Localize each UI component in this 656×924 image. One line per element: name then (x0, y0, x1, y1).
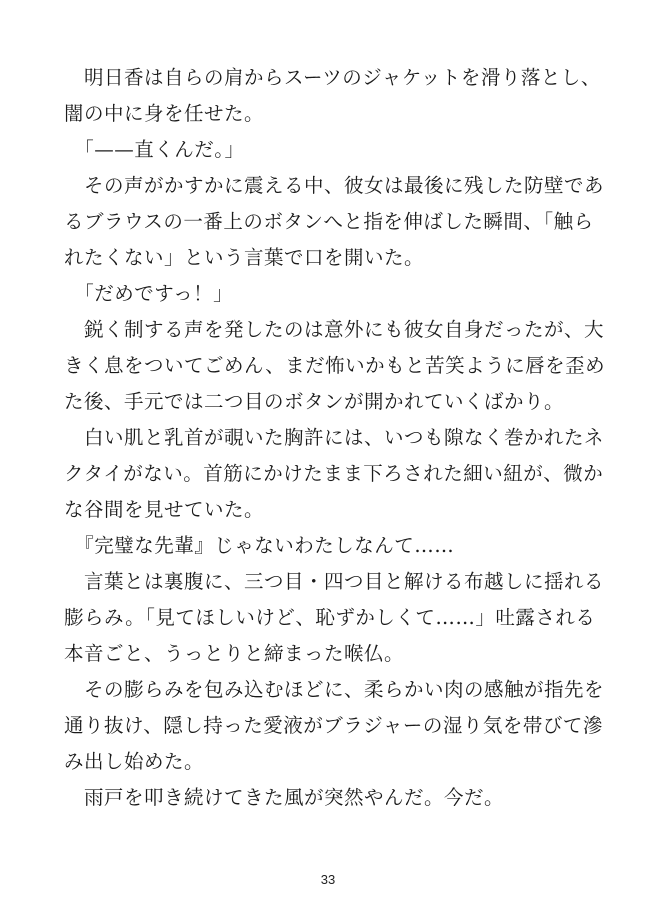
text-line: 白い肌と乳首が覗いた胸許には、いつも隙なく巻かれたネ (64, 426, 605, 449)
text-line: 本音ごと、うっとりと締まった喉仏。 (64, 642, 405, 665)
text-line: み出し始めた。 (64, 750, 205, 773)
text-line: その声がかすかに震える中、彼女は最後に残した防壁であ (64, 174, 605, 197)
text-line: きく息をついてごめん、まだ怖いかもと苦笑ように唇を歪め (64, 354, 606, 377)
text-line: た後、手元では二つ目のボタンが開かれていくばかり。 (64, 390, 565, 413)
text-line: 言葉とは裏腹に、三つ目・四つ目と解ける布越しに揺れる (64, 570, 605, 593)
text-line: 鋭く制する声を発したのは意外にも彼女自身だったが、大 (64, 318, 605, 341)
text-line: 『完璧な先輩』じゃないわたしなんて…… (64, 534, 455, 557)
text-line: れたくない」という言葉で口を開いた。 (64, 246, 425, 269)
text-line: 「だめですっ！」 (64, 282, 234, 305)
text-line: な谷間を見せていた。 (64, 498, 265, 521)
text-line: 明日香は自らの肩からスーツのジャケットを滑り落とし、 (64, 66, 601, 89)
text-line: 膨らみ。「見てほしいけど、恥ずかしくて……」吐露される (64, 606, 596, 629)
text-line: 通り抜け、隠し持った愛液がブラジャーの湿り気を帯びて滲 (64, 714, 603, 737)
page-number: 33 (320, 872, 336, 887)
text-line: 雨戸を叩き続けてきた風が突然やんだ。今だ。 (64, 786, 505, 809)
body-text (64, 60, 604, 816)
text-line: るブラウスの一番上のボタンへと指を伸ばした瞬間、「触ら (64, 210, 594, 233)
text-line: 闇の中に身を任せた。 (64, 102, 265, 125)
text-line: その膨らみを包み込むほどに、柔らかい肉の感触が指先を (64, 678, 605, 701)
text-line: クタイがない。首筋にかけたまま下ろされた細い紐が、微か (64, 462, 604, 485)
text-line: 「——直くんだ。」 (64, 138, 245, 161)
